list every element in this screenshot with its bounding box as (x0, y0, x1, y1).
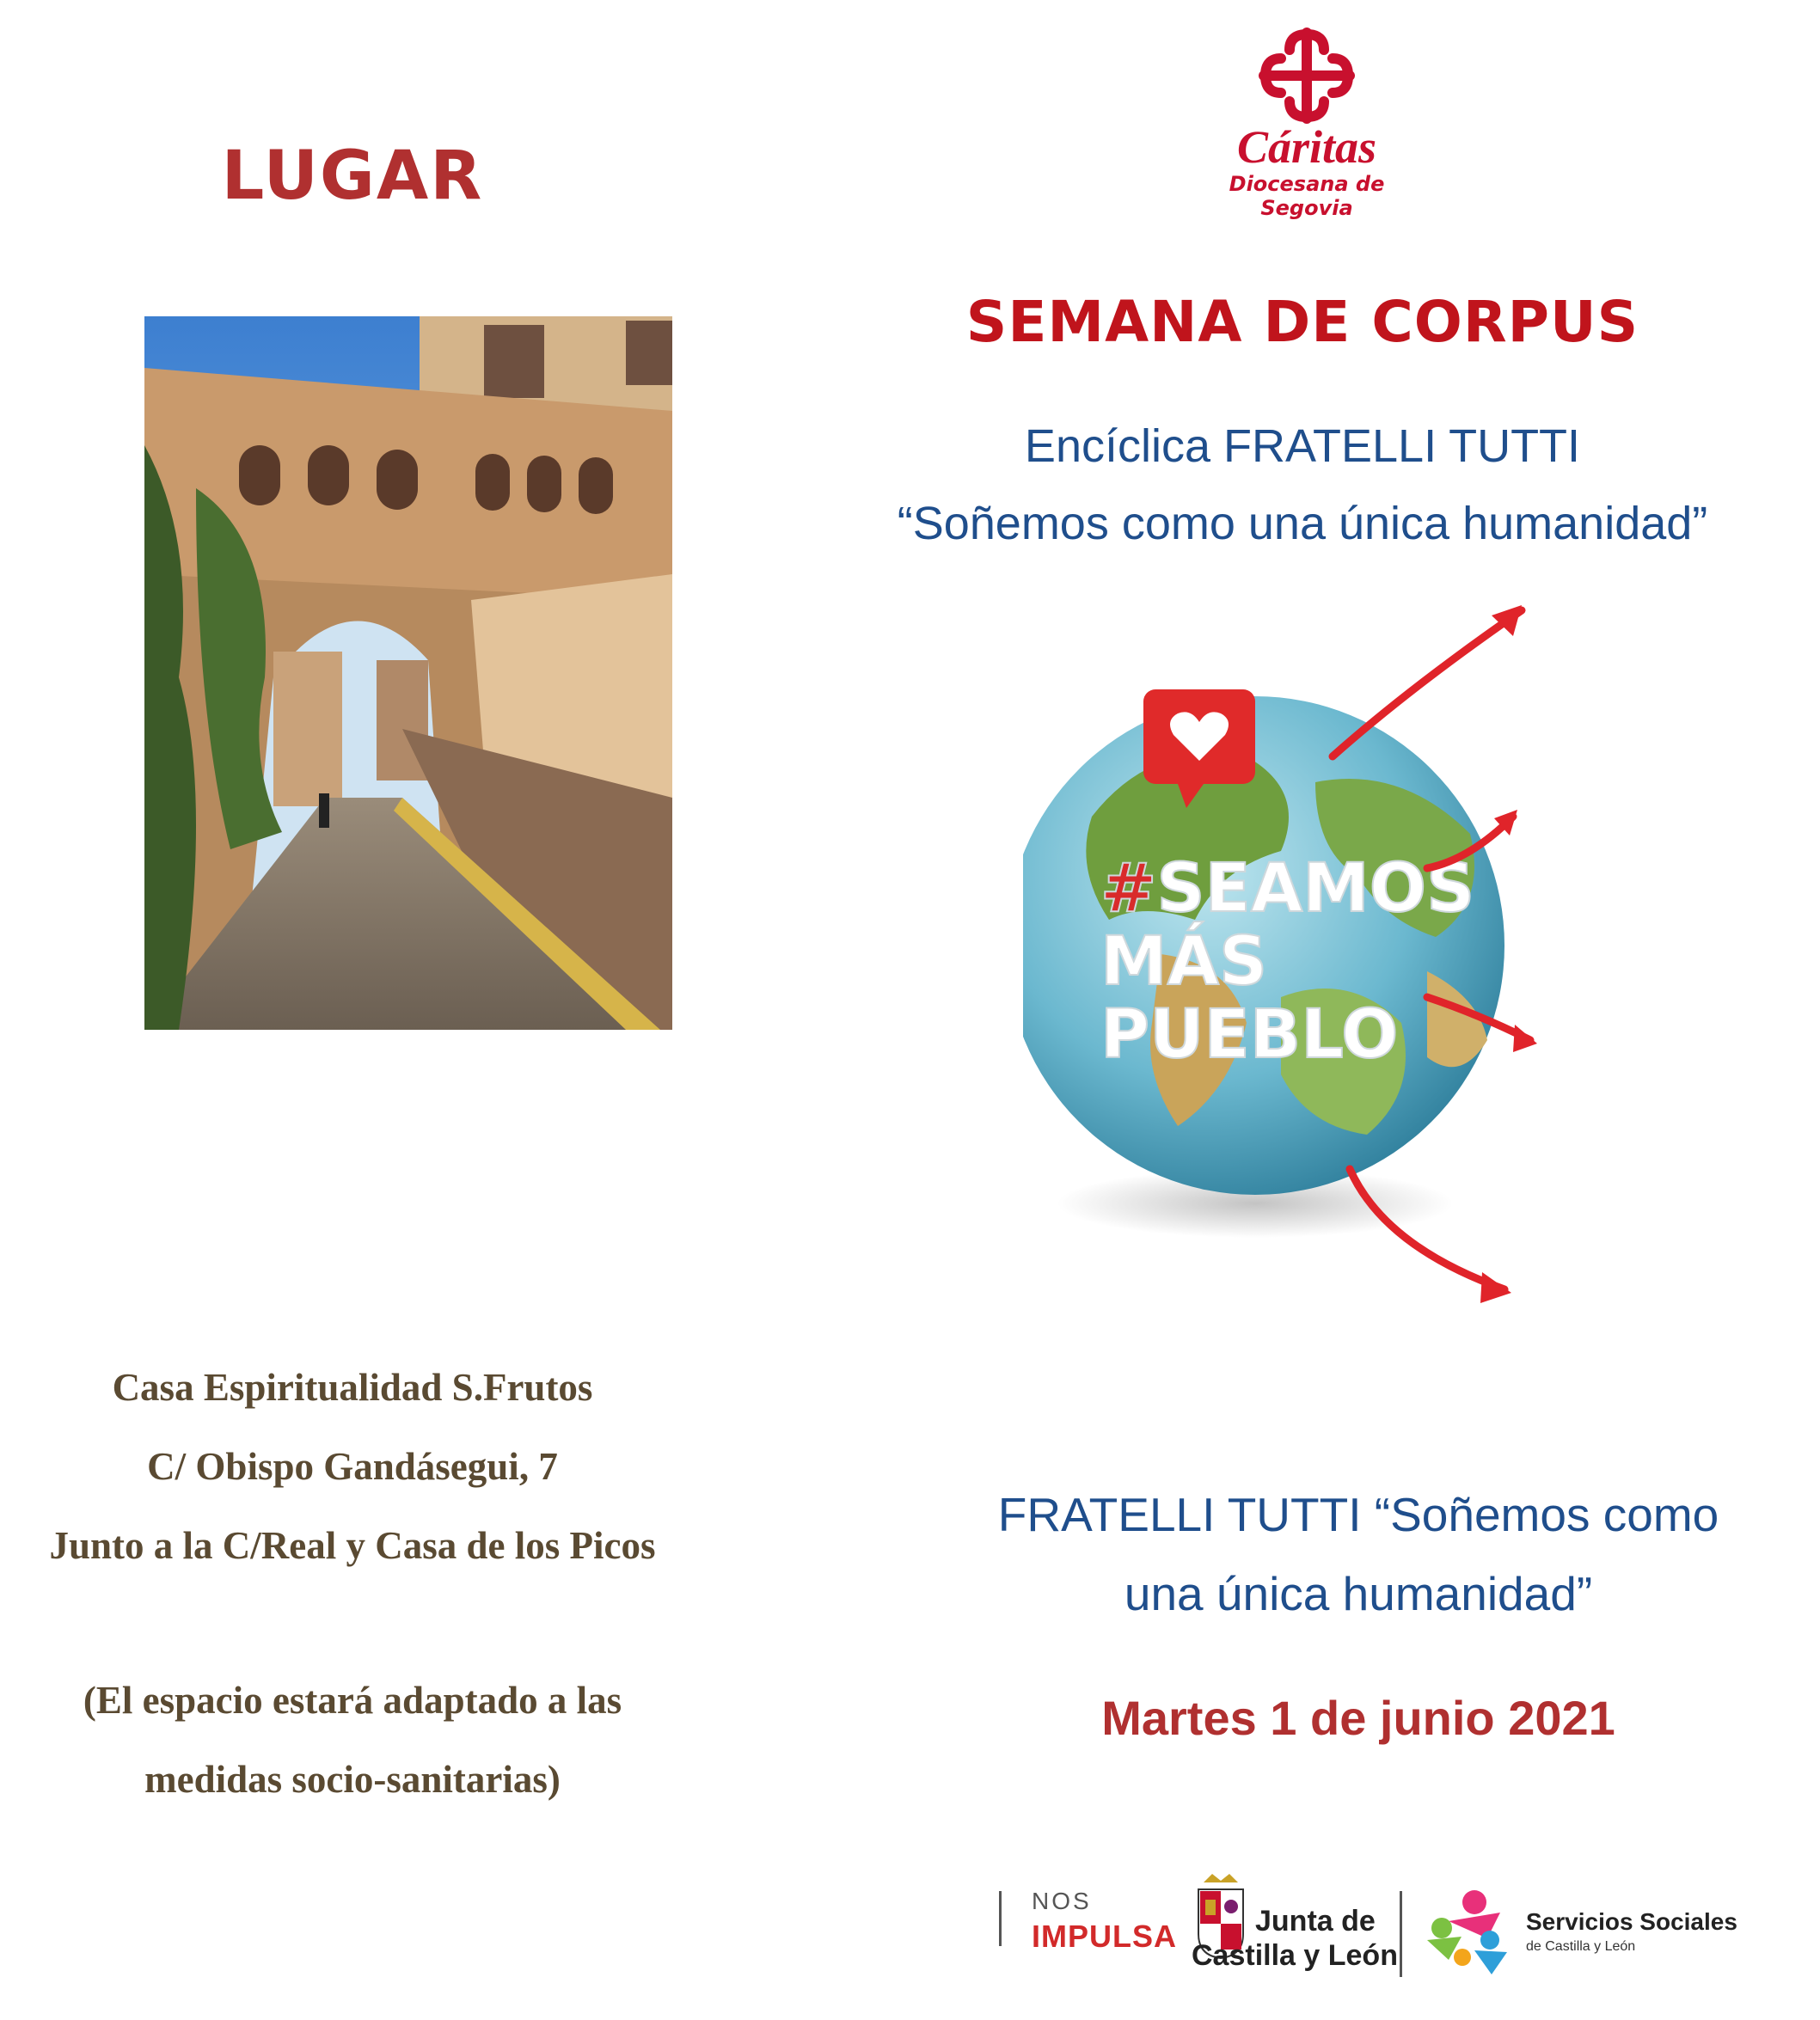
junta-line-1: Junta de (1255, 1905, 1376, 1937)
caritas-wordmark: Cáritas (1236, 121, 1377, 173)
talk-title-line-1: FRATELLI TUTTI “Soñemos como (997, 1488, 1719, 1541)
address-line-3: Junto a la C/Real y Casa de los Picos (49, 1524, 656, 1567)
talk-title-line-2: una única humanidad” (1124, 1567, 1593, 1620)
address-line-2: C/ Obispo Gandásegui, 7 (147, 1445, 558, 1488)
globe-tag-line-3: PUEBLO (1100, 996, 1399, 1074)
globe-tag-line-2: MÁS (1100, 923, 1268, 1001)
impulsa-label: IMPULSA (1032, 1919, 1177, 1954)
subtitle-quote: “Soñemos como una única humanidad” (897, 498, 1708, 549)
caritas-cross-icon (1204, 24, 1410, 127)
note-line-2: medidas socio-sanitarias) (144, 1758, 561, 1801)
sponsor-logos (989, 1848, 1745, 2003)
caritas-sub-1: Diocesana de (1229, 172, 1385, 196)
main-title: SEMANA DE CORPUS (965, 289, 1639, 355)
divider-1 (999, 1891, 1002, 1946)
servicios-line-1: Servicios Sociales (1526, 1908, 1737, 1935)
globe-illustration (1023, 593, 1556, 1332)
subtitle-encyclical: Encíclica FRATELLI TUTTI (1024, 420, 1581, 472)
arrow-top-icon (1333, 610, 1522, 756)
street-photo-illustration (144, 316, 672, 1030)
servicios-line-2: de Castilla y León (1526, 1939, 1636, 1954)
address-line-1: Casa Espiritualidad S.Frutos (112, 1366, 593, 1409)
lugar-heading: LUGAR (221, 138, 484, 215)
nos-label: NOS (1032, 1888, 1092, 1914)
event-date: Martes 1 de junio 2021 (1101, 1691, 1615, 1745)
servicios-sociales-figures-icon (1423, 1887, 1517, 1981)
globe-tag-line-1: #SEAMOS (1100, 850, 1475, 927)
junta-line-2: Castilla y León (1192, 1939, 1398, 1972)
caritas-sub-2: Segovia (1260, 196, 1353, 220)
divider-2 (1400, 1891, 1402, 1977)
note-line-1: (El espacio estará adaptado a las (83, 1679, 622, 1722)
street-photo (144, 316, 672, 1030)
